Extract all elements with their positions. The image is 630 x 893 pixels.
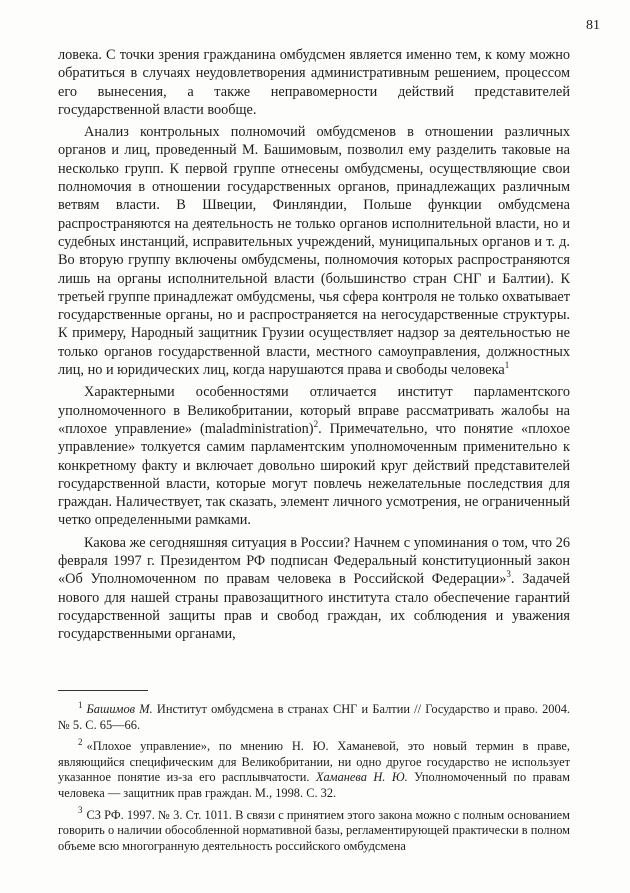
footnote-ref-3[interactable]: 3 <box>506 569 511 580</box>
page-number: 81 <box>586 18 600 33</box>
paragraph-4 <box>58 534 570 644</box>
paragraph-4-text-a: Какова же сегодняшняя ситуация в России? Начнем с упоминания о том, что 26 февраля 1997 г. Президентом РФ подписан Федеральный конституционный закон «Об Уполномоченном по правам человека в Российской Федерации» <box>58 534 570 588</box>
footnote-number-3: 3 <box>78 805 83 816</box>
footnote-2-author: Хаманева Н. Ю. <box>315 770 408 785</box>
footnote-1 <box>58 699 570 733</box>
footnote-1-text: Институт омбудсмена в странах СНГ и Балтии // Государство и право. 2004. № 5. С. 65—66. <box>58 702 570 732</box>
paragraph-2-text: Анализ контрольных полномочий омбудсменов в отношении различных органов и лиц, проведенный М. Башимовым, позволил ему разделить таковые на несколько групп. К первой группе отнесены омбудсмены, осуществляющие свои полномочия в отношении государственных органов, принадлежащих различным ветвям власти. В Швеции, Финляндии, Польше функции омбудсмена распространяются на деятельность не только органов исполнительной власти, но и судебных инстанций, исправительных учреждений, муниципальных органов и т. д. Во вторую группу включены омбудсмены, полномочия которых распространяются лишь на органы исполнительной власти (большинство стран СНГ и Балтии). К третьей группе принадлежат омбудсмены, чья сфера контроля не только охватывает государственные органы, но и распространяется на негосударственные структуры. К примеру, Народный защитник Грузии осуществляет надзор за деятельностью не только органов государственной власти, местного самоуправления, должностных лиц, но и юридических лиц, когда нарушаются права и свободы человека <box>58 124 570 379</box>
footnote-3-text: СЗ РФ. 1997. № 3. Ст. 1011. В связи с принятием этого закона можно с полным основанием говорить о наличии обособленной нормативной базы, регламентирующей практически в полном объеме всю многогранную деятельность российского омбудсмена <box>58 807 570 853</box>
paragraph-3-text-a: Характерными особенностями отличается институт парламентского уполномоченного в Великобритании, который вправе рассматривать жалобы на «плохое управление» (maladministration) <box>58 384 570 437</box>
footnote-1-author: Башимов М. <box>86 702 153 716</box>
main-text <box>58 46 570 644</box>
footnote-ref-2[interactable]: 2 <box>313 419 319 430</box>
paragraph-3 <box>58 383 570 529</box>
footnotes <box>58 699 570 860</box>
footnote-2 <box>58 739 570 801</box>
footnote-ref-1[interactable]: 1 <box>504 360 510 371</box>
footnote-2-text: «Плохое управление», по мнению Н. Ю. Хаманевой, это новый термин в праве, являющийся специфическим для Великобритании, ни одно другое государство не использует указанное понятие из-за его расплывчатости. <box>58 739 570 785</box>
paragraph-3-text-b: . Примечательно, что понятие «плохое управление» толкуется самим парламентским уполномоченным применительно к конкретному факту и включает довольно широкий круг действий представителей государственной власти, которые могут повлечь нежелательные последствия для граждан. Наличествует, так сказать, элемент личного усмотрения, не ограниченный четко определенными рамками. <box>58 420 570 529</box>
footnote-2-text-2: Уполномоченный по правам человека — защитник прав граждан. М., 1998. С. 32. <box>58 770 570 800</box>
footnote-number-2: 2 <box>78 737 83 748</box>
footnote-3 <box>58 805 570 855</box>
footnote-divider <box>58 690 148 691</box>
paragraph-2 <box>58 123 570 379</box>
footnote-number-1: 1 <box>78 699 83 710</box>
paragraph-4-text-b: . Задачей нового для нашей страны правозащитного института стало обеспечение гарантий государственной защиты прав и свобод граждан, их соблюдения и уважения государственными органами, <box>58 571 570 643</box>
paragraph-1: ловека. С точки зрения гражданина омбудсмен является именно тем, к кому можно обратиться в случаях неудовлетворения административным решением, процессом его вынесения, а также неправомерности действий представителей государственной власти вообще. <box>58 47 570 118</box>
